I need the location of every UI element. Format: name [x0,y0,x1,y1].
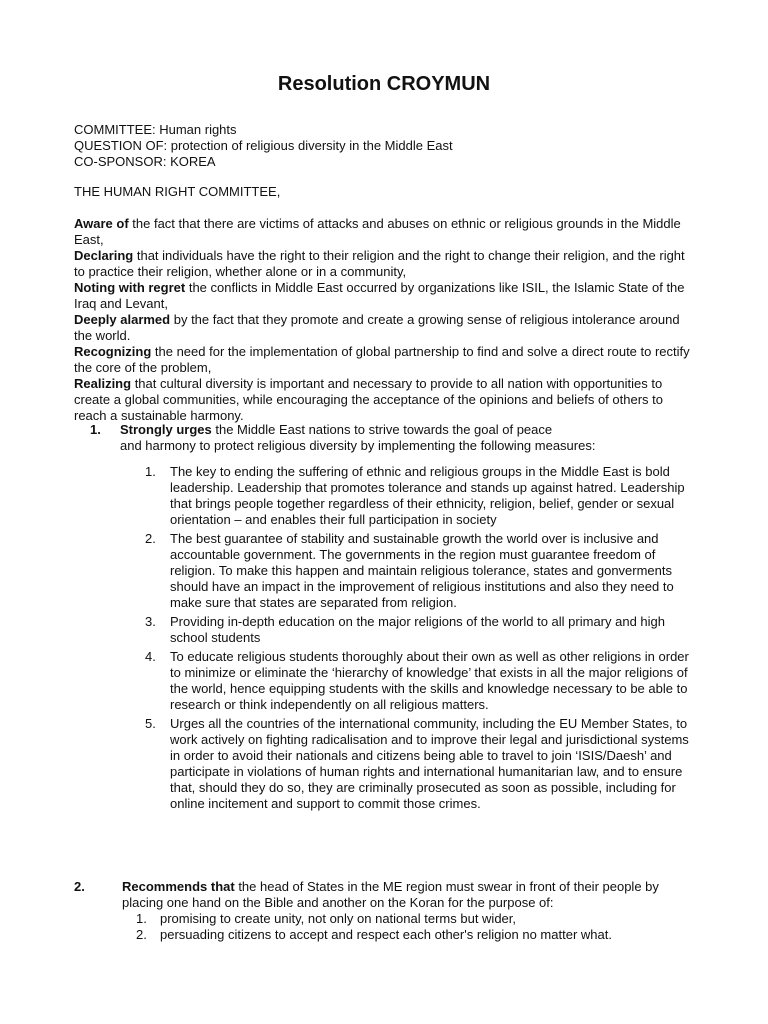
committee-heading: THE HUMAN RIGHT COMMITTEE, [74,184,281,199]
clause-text-continued: and harmony to protect religious diversity by implementing the following measures: [120,438,596,453]
preamble-clause [74,344,698,376]
list-item [145,649,690,713]
preamble-clause [74,248,698,280]
list-item [136,927,698,943]
clause-keyword: Realizing [74,376,132,391]
item-number: 2. [145,531,156,546]
clause-keyword: Strongly urges [120,422,212,437]
question-of-label: QUESTION OF: protection of religious diversity in the Middle East [74,138,453,153]
clause-text: the fact that there are victims of attacks and abuses on ethnic or religious grounds in the Middle East, [74,216,681,247]
resolution-meta [74,122,714,170]
clause-text: the need for the implementation of global partnership to find and solve a direct route to rectify the core of the problem, [74,344,690,375]
item-number: 1. [136,911,147,926]
clause-number: 2. [74,879,85,894]
clause-text: that cultural diversity is important and necessary to provide to all nation with opportunities to create a global communities, while encouraging the acceptance of the opinions and beliefs of others to reach a sustainable harmony. [74,376,663,423]
co-sponsor-label: CO-SPONSOR: KOREA [74,154,216,169]
preamble-clause [74,216,698,248]
list-item [145,531,690,611]
clause-keyword: Declaring [74,248,134,263]
item-text: Urges all the countries of the international community, including the EU Member States, to work actively on fighting radicalisation and to improve their legal and jurisdictional systems in order to avoid their nationals and citizens being able to travel to join ‘ISIS/Daesh’ and participate in violations of human rights and international humanitarian law, and to ensure that, should they do so, they are criminally prosecuted as soon as possible, including for online incitement and support to commit those crimes. [170,716,689,811]
item-text: persuading citizens to accept and respect each other's religion no matter what. [160,927,612,942]
clause-text: the head of States in the ME region must swear in front of their people by placing one hand on the Bible and another on the Koran for the purpose of: [122,879,659,910]
item-number: 4. [145,649,156,664]
clause-keyword: Noting with regret [74,280,186,295]
clause-body [122,879,698,911]
measures-list [145,464,690,815]
purpose-list [136,911,698,943]
item-text: To educate religious students thoroughly about their own as well as other religions in order to minimize or eliminate the ‘hierarchy of knowledge’ that exists in all the major religions of the world, hence equipping students with the skills and knowledge necessary to be able to research or think independently on all religious matters. [170,649,689,712]
clause-keyword: Aware of [74,216,129,231]
list-item [145,716,690,812]
clause-text: the conflicts in Middle East occurred by organizations like ISIL, the Islamic State of the Iraq and Levant, [74,280,685,311]
operative-clause-1 [90,422,690,454]
item-number: 1. [145,464,156,479]
clause-keyword: Deeply alarmed [74,312,171,327]
clause-number: 1. [90,422,101,437]
page-title: Resolution CROYMUN [277,73,491,95]
item-number: 3. [145,614,156,629]
preamble-clause [74,376,698,424]
preamble-clause [74,312,698,344]
list-item [145,614,690,646]
item-text: Providing in-depth education on the major religions of the world to all primary and high school students [170,614,666,645]
item-text: The key to ending the suffering of ethnic and religious groups in the Middle East is bold leadership. Leadership that promotes tolerance and stands up against hatred. Leadership that brings people together regardless of their ethnicity, religion, belief, gender or sexual orientation – and enables their full participation in society [170,464,685,527]
preamble-clause [74,280,698,312]
preambulatory-clauses [74,216,698,424]
clause-text: by the fact that they promote and create a growing sense of religious intolerance around the world. [74,312,680,343]
operative-clause-2 [74,879,698,943]
list-item [136,911,698,927]
clause-text: the Middle East nations to strive towards the goal of peace [211,422,553,437]
clause-keyword: Recommends that [122,879,235,894]
item-number: 2. [136,927,147,942]
committee-label: COMMITTEE: Human rights [74,122,237,137]
clause-body [120,422,690,454]
list-item [145,464,690,528]
clause-text: that individuals have the right to their religion and the right to change their religion, and the right to practice their religion, whether alone or in a community, [74,248,685,279]
clause-keyword: Recognizing [74,344,152,359]
item-text: The best guarantee of stability and sustainable growth the world over is inclusive and accountable government. The governments in the region must guarantee freedom of religion. To make this happen and maintain religious tolerance, states and gonverments should have an impact in the improvement of religious institutions and also they need to make sure that states are separated from religion. [170,531,674,610]
item-number: 5. [145,716,156,731]
item-text: promising to create unity, not only on national terms but wider, [160,911,517,926]
